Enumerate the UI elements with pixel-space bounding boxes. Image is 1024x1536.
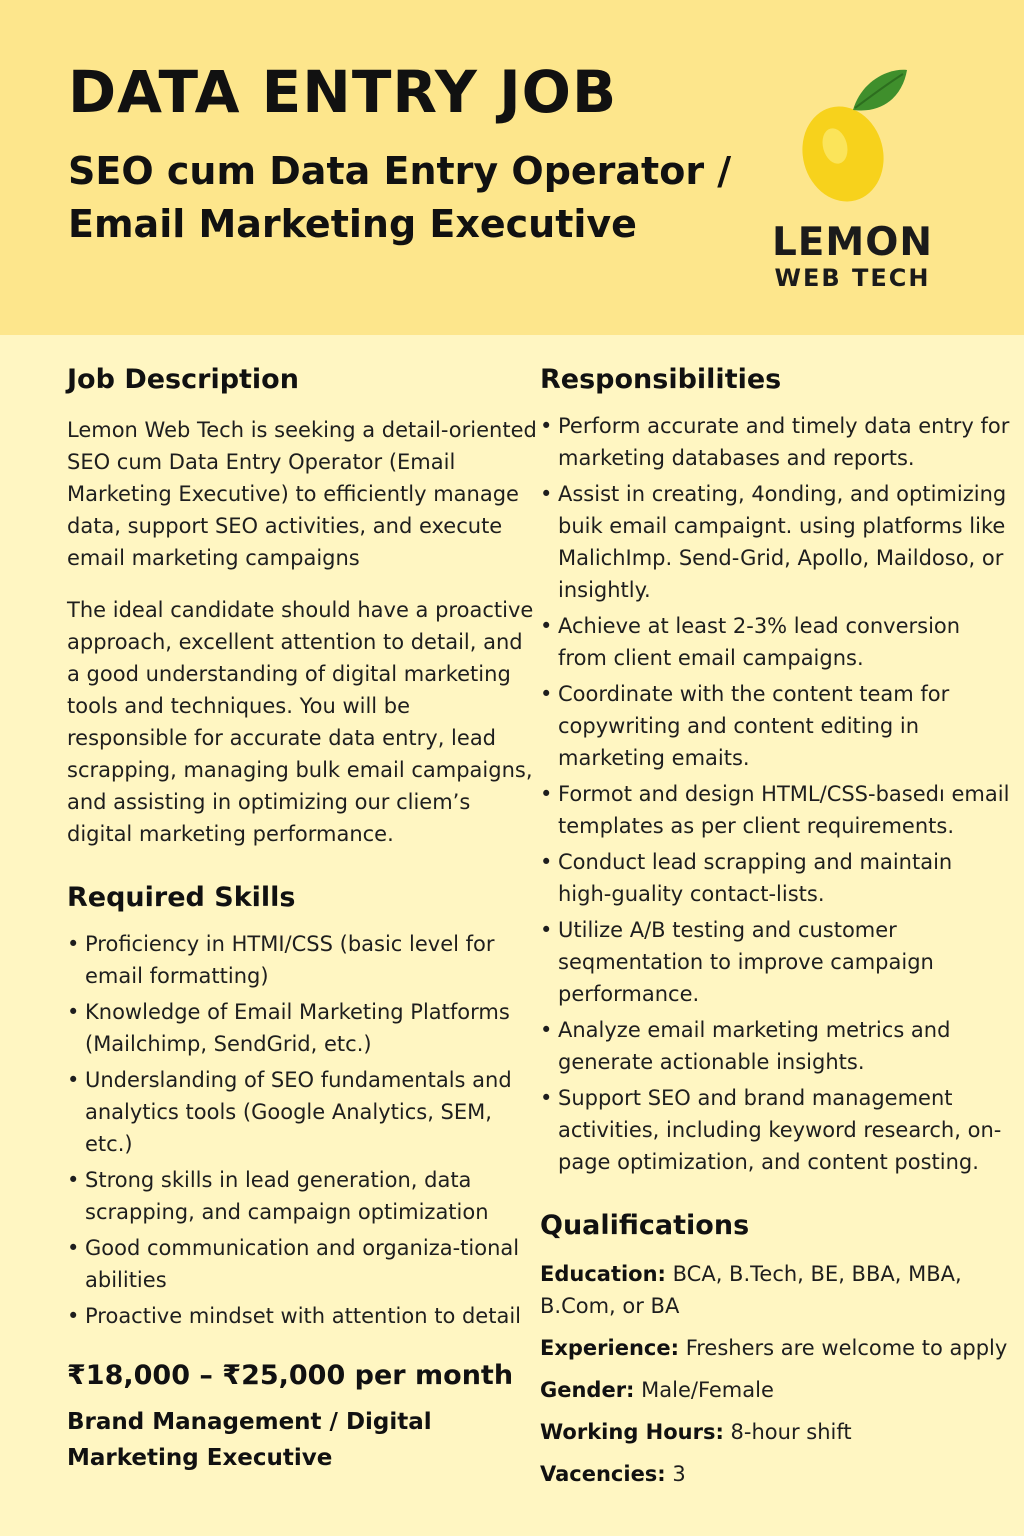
responsibility-item: • Achieve at least 2-3% lead conversion from client email campaigns.: [540, 610, 1010, 674]
responsibility-item: • Perform accurate and timely data entry for marketing databases and reports.: [540, 410, 1010, 474]
responsibility-item: • Assist in creating, 4onding, and optimizing buik email campaignt. using platforms like MalichImp. Send-Grid, Apollo, Maildoso, or insightly.: [540, 478, 1010, 606]
education-label: Education:: [540, 1262, 666, 1286]
skill-item: • Good communication and organiza-tional abilities: [67, 1232, 537, 1296]
responsibilities-list: [540, 410, 1010, 1178]
qualifications-heading: Qualifications: [540, 1210, 750, 1241]
experience-label: Experience:: [540, 1336, 680, 1360]
page-subtitle: [68, 145, 768, 251]
salary-range: ₹18,000 – ₹25,000 per month: [67, 1360, 514, 1391]
qualification-vacancies: [540, 1458, 1010, 1490]
responsibilities-section: [540, 358, 1010, 1178]
qualification-experience: [540, 1332, 1010, 1364]
qualification-working-hours: [540, 1416, 1010, 1448]
subtitle-line-1: SEO cum Data Entry Operator /: [68, 149, 732, 193]
skill-item: • Underslanding of SEO fundamentals and analytics tools (Google Analytics, SEM, etc.): [67, 1064, 537, 1160]
gender-value: Male/Female: [634, 1378, 774, 1402]
qualifications-list: [540, 1258, 1010, 1490]
skill-item: • Knowledge of Email Marketing Platforms (Mailchimp, SendGrid, etc.): [67, 996, 537, 1060]
logo-wordmark-webtech: WEB TECH: [774, 264, 931, 292]
responsibility-item: • Utilize A/B testing and customer seqmentation to improve campaign performance.: [540, 914, 1010, 1010]
responsibility-item: • Support SEO and brand management activities, including keyword research, on-page optimization, and content posting.: [540, 1082, 1010, 1178]
job-description-section: [67, 358, 537, 850]
left-column: [67, 358, 537, 1476]
responsibilities-heading: Responsibilities: [540, 364, 782, 395]
skill-item: • Proficiency in HTMI/CSS (basic level for email formatting): [67, 928, 537, 992]
vacancies-label: Vacencies:: [540, 1462, 666, 1486]
page-title: DATA ENTRY JOB: [68, 58, 618, 126]
required-skills-list: [67, 928, 537, 1332]
responsibility-item: • Conduct lead scrapping and maintain high-guality contact-lists.: [540, 846, 1010, 910]
logo-wordmark-lemon: LEMON: [771, 220, 934, 265]
skill-item: • Strong skills in lead generation, data scrapping, and campaign optimization: [67, 1164, 537, 1228]
header-banner: [0, 0, 1024, 335]
qualification-gender: [540, 1374, 1010, 1406]
education-value: BCA, B.Tech, BE, BBA, MBA, B.Com, or BA: [540, 1262, 962, 1318]
subtitle-line-2: Email Marketing Executive: [68, 202, 637, 246]
job-description-heading: Job Description: [67, 364, 299, 395]
skill-item: • Proactive mindset with attention to detail: [67, 1300, 537, 1332]
right-column: [540, 358, 1010, 1500]
working-hours-label: Working Hours:: [540, 1420, 724, 1444]
job-description-paragraph-1: Lemon Web Tech is seeking a detail-oriented SEO cum Data Entry Operator (Email Marketing Executive) to efficiently manage data, support SEO activities, and execute email marketing campaigns: [67, 418, 537, 570]
responsibility-item: • Analyze email marketing metrics and generate actionable insights.: [540, 1014, 1010, 1078]
vacancies-value: 3: [665, 1462, 686, 1486]
qualification-education: [540, 1258, 1010, 1322]
qualifications-section: [540, 1204, 1010, 1490]
required-skills-section: [67, 876, 537, 1332]
role-title: Brand Management / Digital Marketing Executive: [67, 1409, 432, 1471]
job-description-paragraph-2: The ideal candidate should have a proactive approach, excellent attention to detail, and a good understanding of digital marketing tools and techniques. You will be responsible for accurate data entry, lead scrapping, managing bulk email campaigns, and assisting in optimizing our cliem’s digital marketing performance.: [67, 598, 534, 846]
gender-label: Gender:: [540, 1378, 635, 1402]
company-logo: [770, 62, 970, 302]
responsibility-item: • Coordinate with the content team for copywriting and content editing in marketing emaits.: [540, 678, 1010, 774]
responsibility-item: • Formot and design HTML/CSS-basedı email templates as per client requirements.: [540, 778, 1010, 842]
experience-value: Freshers are welcome to apply: [679, 1336, 1008, 1360]
working-hours-value: 8-hour shift: [723, 1420, 852, 1444]
lemon-icon: [795, 62, 915, 202]
required-skills-heading: Required Skills: [67, 882, 296, 913]
